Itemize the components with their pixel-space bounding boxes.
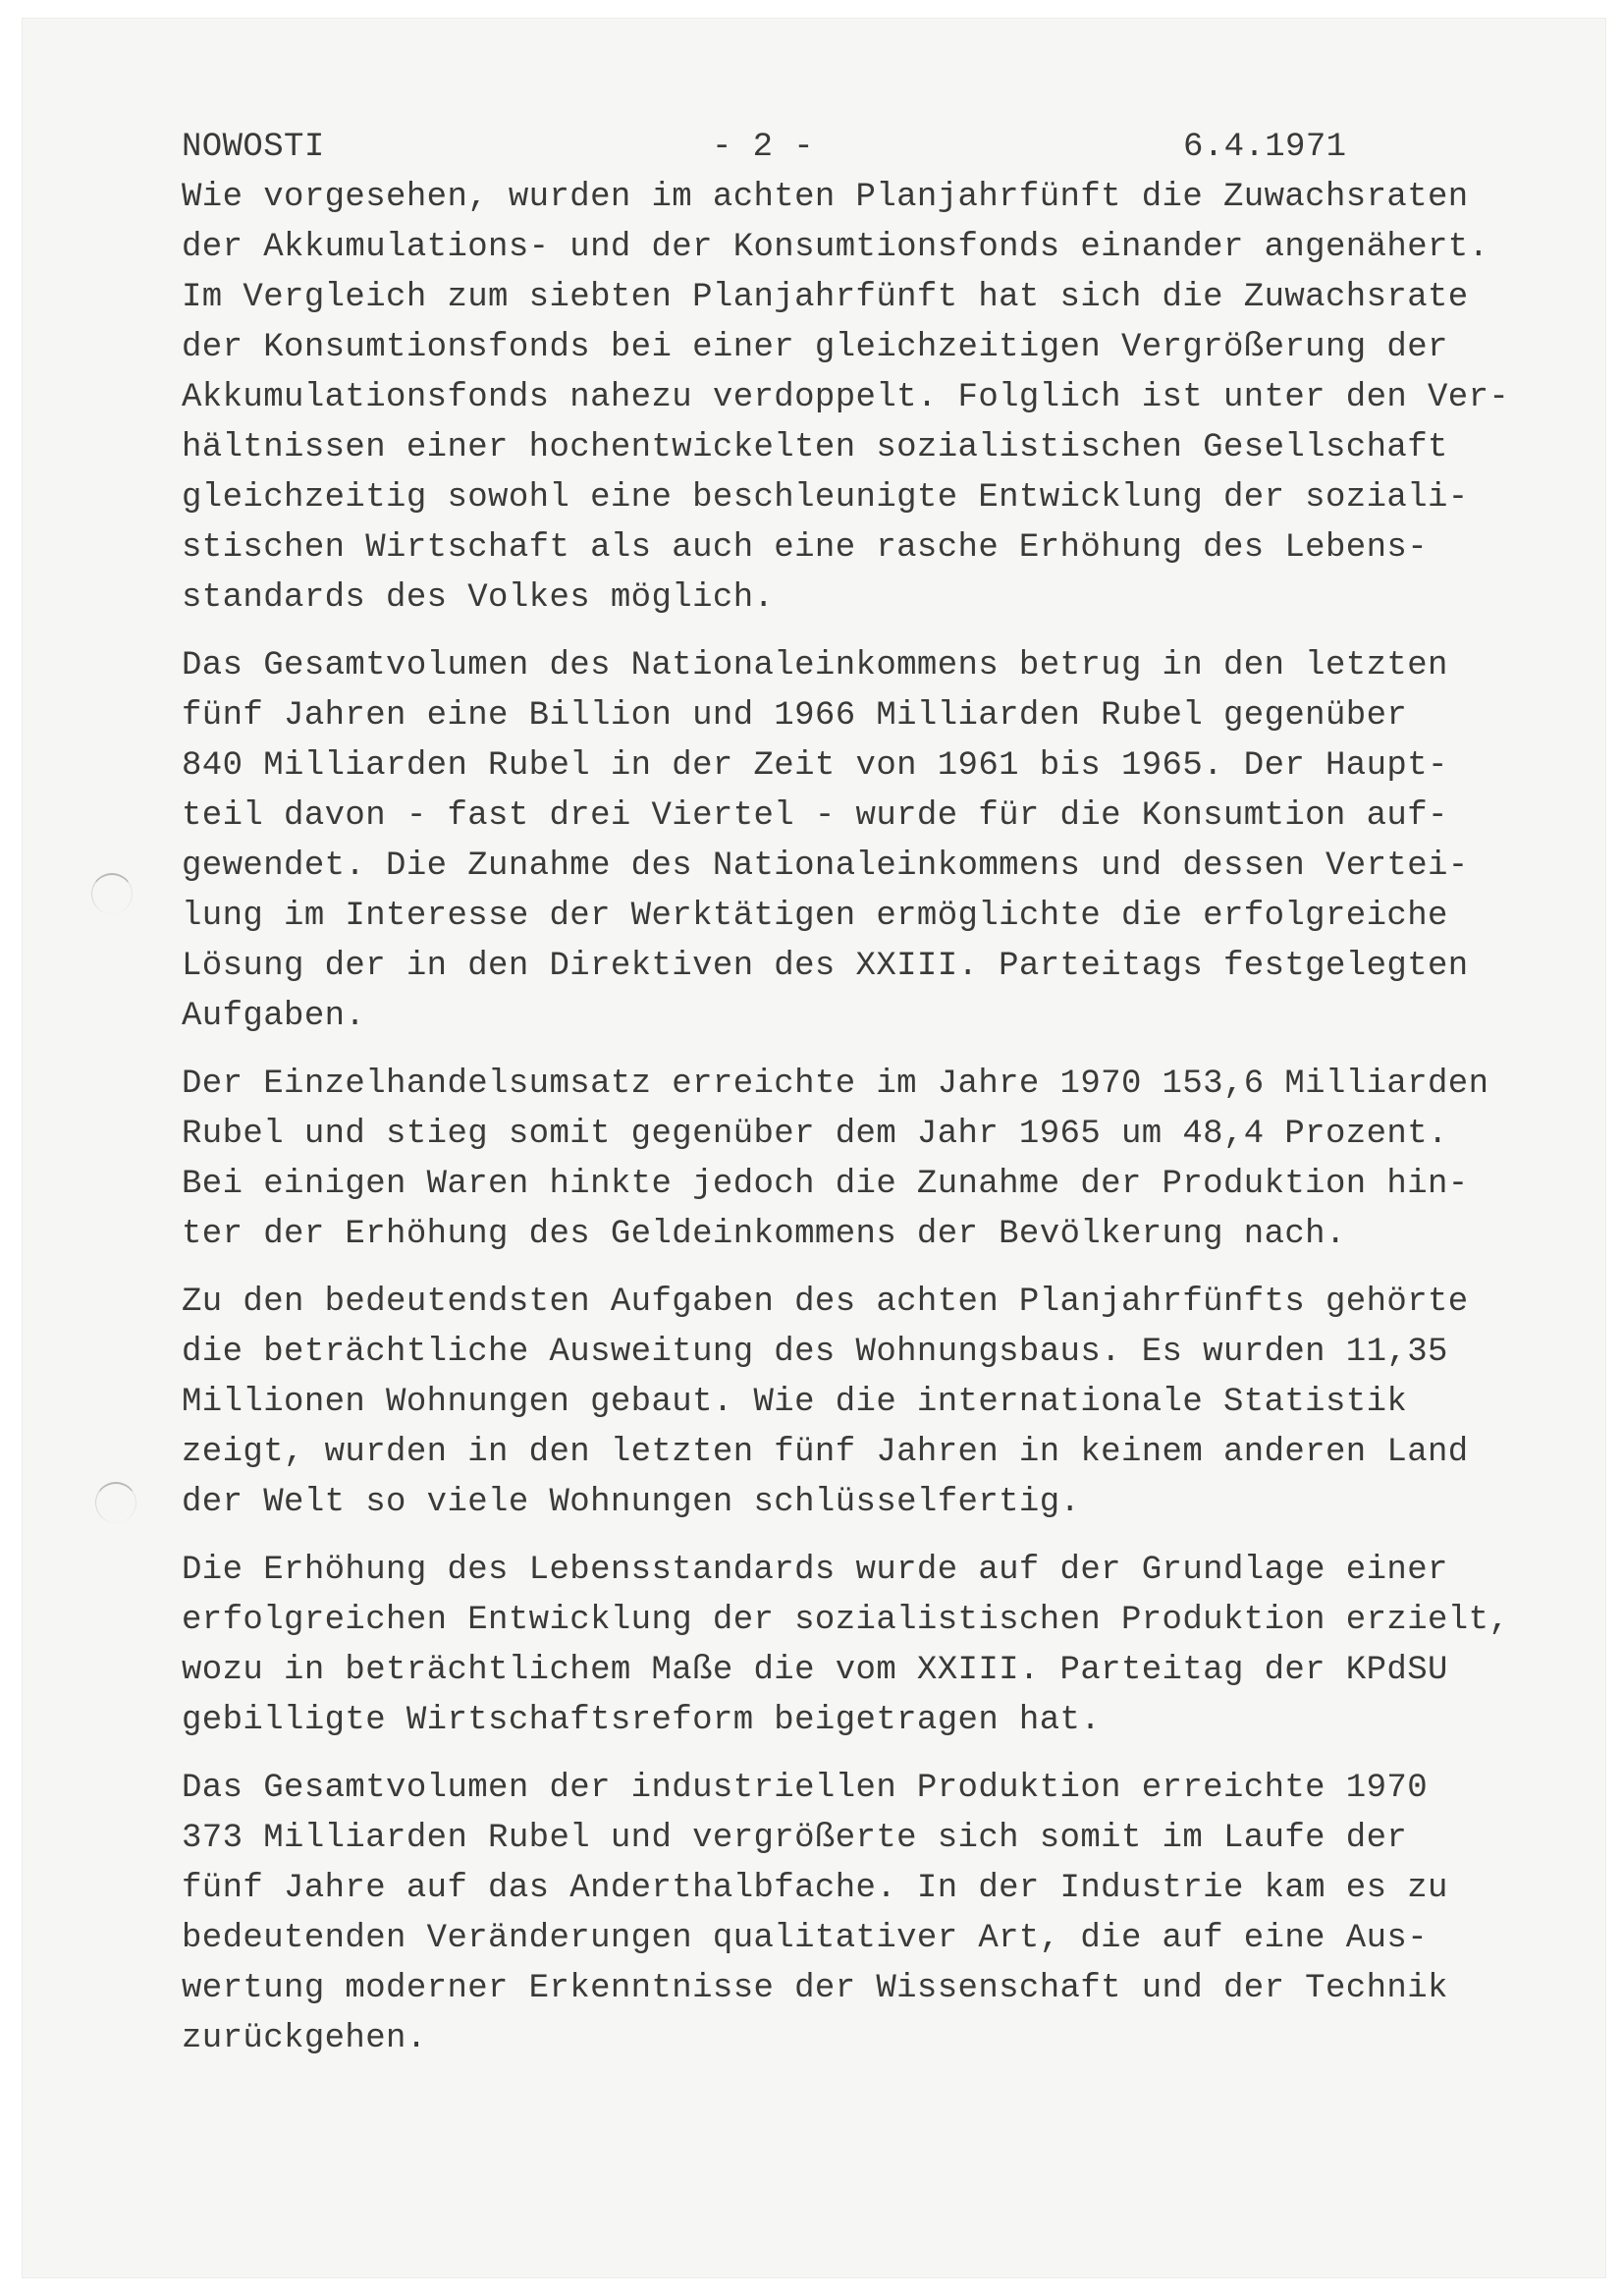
text-line: zeigt, wurden in den letzten fünf Jahren in keinem anderen Land bbox=[182, 1434, 1469, 1471]
text-line: der Konsumtionsfonds bei einer gleichzeitigen Vergrößerung der bbox=[182, 329, 1448, 366]
text-line: gebilligte Wirtschaftsreform beigetragen hat. bbox=[182, 1702, 1102, 1739]
punch-hole-mark bbox=[95, 1482, 136, 1523]
punch-hole-mark bbox=[91, 873, 133, 914]
text-line: Lösung der in den Direktiven des XXIII. Parteitags festgelegten bbox=[182, 948, 1469, 985]
text-line: der Welt so viele Wohnungen schlüsselfertig. bbox=[182, 1484, 1081, 1521]
document-date: 6.4.1971 bbox=[1183, 129, 1347, 166]
paragraphs-container bbox=[182, 173, 1537, 2064]
text-line: Im Vergleich zum siebten Planjahrfünft hat sich die Zuwachsrate bbox=[182, 279, 1469, 316]
text-line: teil davon - fast drei Viertel - wurde für die Konsumtion auf- bbox=[182, 797, 1448, 835]
text-line: Wie vorgesehen, wurden im achten Planjahrfünft die Zuwachsraten bbox=[182, 179, 1469, 216]
text-line: Das Gesamtvolumen des Nationaleinkommens betrug in den letzten bbox=[182, 647, 1448, 684]
paragraph bbox=[182, 1060, 1537, 1260]
text-line: ter der Erhöhung des Geldeinkommens der Bevölkerung nach. bbox=[182, 1216, 1346, 1253]
text-line: Die Erhöhung des Lebensstandards wurde auf der Grundlage einer bbox=[182, 1552, 1448, 1589]
paragraph bbox=[182, 641, 1537, 1042]
text-line: gewendet. Die Zunahme des Nationaleinkommens und dessen Vertei- bbox=[182, 847, 1469, 885]
text-line: 373 Milliarden Rubel und vergrößerte sich somit im Laufe der bbox=[182, 1820, 1408, 1857]
text-line: Millionen Wohnungen gebaut. Wie die internationale Statistik bbox=[182, 1384, 1408, 1421]
text-line: standards des Volkes möglich. bbox=[182, 579, 775, 617]
text-line: Zu den bedeutendsten Aufgaben des achten Planjahrfünfts gehörte bbox=[182, 1284, 1469, 1321]
text-line: Akkumulationsfonds nahezu verdoppelt. Folglich ist unter den Ver- bbox=[182, 379, 1510, 416]
text-line: wozu in beträchtlichem Maße die vom XXIII. Parteitag der KPdSU bbox=[182, 1652, 1448, 1689]
text-line: wertung moderner Erkenntnisse der Wissenschaft und der Technik bbox=[182, 1970, 1448, 2007]
text-line: der Akkumulations- und der Konsumtionsfonds einander angenähert. bbox=[182, 229, 1489, 266]
text-line: gleichzeitig sowohl eine beschleunigte Entwicklung der soziali- bbox=[182, 479, 1469, 517]
paragraph bbox=[182, 1764, 1537, 2064]
text-line: lung im Interesse der Werktätigen ermöglichte die erfolgreiche bbox=[182, 898, 1448, 935]
page-header bbox=[182, 123, 1537, 173]
text-line: die beträchtliche Ausweitung des Wohnungsbaus. Es wurden 11,35 bbox=[182, 1334, 1448, 1371]
text-line: bedeutenden Veränderungen qualitativer Art, die auf eine Aus- bbox=[182, 1920, 1429, 1957]
text-line: hältnissen einer hochentwickelten sozialistischen Gesellschaft bbox=[182, 429, 1448, 466]
paragraph bbox=[182, 1546, 1537, 1746]
text-line: stischen Wirtschaft als auch eine rasche Erhöhung des Lebens- bbox=[182, 529, 1429, 567]
paragraph bbox=[182, 173, 1537, 624]
agency-name: NOWOSTI bbox=[182, 129, 325, 166]
text-line: Der Einzelhandelsumsatz erreichte im Jahre 1970 153,6 Milliarden bbox=[182, 1066, 1489, 1103]
text-line: fünf Jahre auf das Anderthalbfache. In der Industrie kam es zu bbox=[182, 1870, 1448, 1907]
text-line: erfolgreichen Entwicklung der sozialistischen Produktion erzielt, bbox=[182, 1602, 1510, 1639]
page-number: - 2 - bbox=[712, 129, 815, 166]
text-line: Rubel und stieg somit gegenüber dem Jahr 1965 um 48,4 Prozent. bbox=[182, 1116, 1448, 1153]
text-line: fünf Jahren eine Billion und 1966 Milliarden Rubel gegenüber bbox=[182, 697, 1408, 735]
text-line: Bei einigen Waren hinkte jedoch die Zunahme der Produktion hin- bbox=[182, 1166, 1469, 1203]
text-line: 840 Milliarden Rubel in der Zeit von 1961 bis 1965. Der Haupt- bbox=[182, 747, 1448, 785]
text-line: zurückgehen. bbox=[182, 2020, 427, 2057]
text-line: Aufgaben. bbox=[182, 998, 366, 1035]
text-line: Das Gesamtvolumen der industriellen Produktion erreichte 1970 bbox=[182, 1770, 1429, 1807]
paragraph bbox=[182, 1278, 1537, 1528]
document-body bbox=[182, 123, 1537, 2082]
